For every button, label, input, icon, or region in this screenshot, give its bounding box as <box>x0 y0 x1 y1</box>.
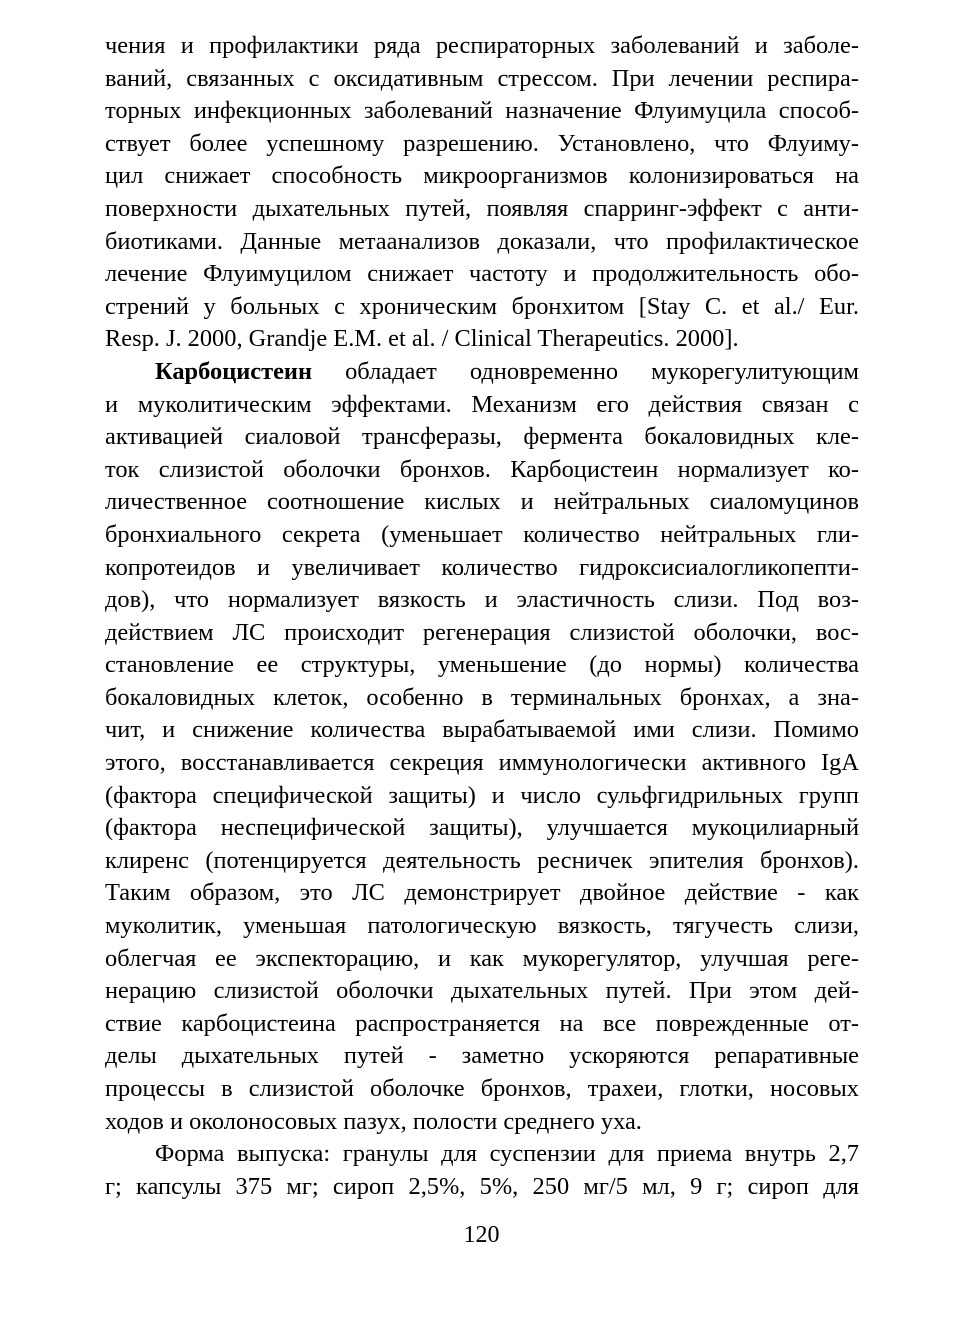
paragraph-carbocisteine <box>105 356 859 1138</box>
text-line: муколитик, уменьшая патологическую вязкость, тягучесть слизи, <box>105 912 859 940</box>
text-line: бронхиального секрета (уменьшает количество нейтральных гли- <box>105 520 859 548</box>
text-line: стрений у больных с хроническим бронхитом [Stay C. et al./ Eur. <box>105 292 859 320</box>
text-line: активацией сиаловой трансферазы, фермента бокаловидных кле- <box>105 423 859 451</box>
text-line: лечение Флуимуцилом снижает частоту и продолжительность обо- <box>105 260 859 288</box>
text-line: становление ее структуры, уменьшение (до нормы) количества <box>105 651 859 679</box>
text-line: ваний, связанных с оксидативным стрессом. При лечении респира- <box>105 64 859 92</box>
text-line: действием ЛС происходит регенерация слизистой оболочки, вос- <box>105 618 859 646</box>
text-line: этого, восстанавливается секреция иммунологически активного IgA <box>105 749 859 777</box>
text-line: ток слизистой оболочки бронхов. Карбоцистеин нормализует ко- <box>105 455 859 483</box>
text-line: ствие карбоцистеина распространяется на все поврежденные от- <box>105 1009 859 1037</box>
text-line: (фактора неспецифической защиты), улучшается мукоцилиарный <box>105 814 859 842</box>
text-line: личественное соотношение кислых и нейтральных сиаломуцинов <box>105 488 859 516</box>
text-line: г; капсулы 375 мг; сироп 2,5%, 5%, 250 мг/5 мл, 9 г; сироп для <box>105 1172 859 1200</box>
text-line: поверхности дыхательных путей, появляя спарринг-эффект с анти- <box>105 194 859 222</box>
paragraph-fluimucil <box>105 30 859 356</box>
text-line: делы дыхательных путей - заметно ускоряются репаративные <box>105 1042 859 1070</box>
text-line: дов), что нормализует вязкость и эластичность слизи. Под воз- <box>105 586 859 614</box>
text-line: и муколитическим эффектами. Механизм его действия связан с <box>105 390 859 418</box>
drug-name-heading: Карбоцистеин <box>155 357 313 385</box>
text-line: бокаловидных клеток, особенно в терминальных бронхах, а зна- <box>105 683 859 711</box>
text-line: цил снижает способность микроорганизмов колонизироваться на <box>105 162 859 190</box>
paragraph-release-form <box>105 1138 859 1203</box>
text-run: обладает одновременно мукорегулитующим <box>312 357 859 385</box>
text-line: нерацию слизистой оболочки дыхательных путей. При этом дей- <box>105 977 859 1005</box>
text-line: биотиками. Данные метаанализов доказали, что профилактическое <box>105 227 859 255</box>
text-line: процессы в слизистой оболочке бронхов, трахеи, глотки, носовых <box>105 1075 859 1102</box>
paragraph-first-line <box>105 356 859 389</box>
text-line: Таким образом, это ЛС демонстрирует двойное действие - как <box>105 879 859 907</box>
page-number: 120 <box>463 1222 500 1248</box>
text-line: Форма выпуска: гранулы для суспензии для приема внутрь 2,7 <box>155 1140 859 1168</box>
text-line: ствует более успешному разрешению. Установлено, что Флуиму- <box>105 129 859 157</box>
text-line: чения и профилактики ряда респираторных заболеваний и заболе- <box>105 32 859 59</box>
text-line: ходов и околоносовых пазух, полости среднего уха. <box>105 1107 642 1135</box>
text-line: (фактора специфической защиты) и число сульфгидрильных групп <box>105 781 859 809</box>
body-text <box>105 30 859 1203</box>
text-line: чит, и снижение количества вырабатываемой ими слизи. Помимо <box>105 716 859 744</box>
text-line: торных инфекционных заболеваний назначение Флуимуцила способ- <box>105 97 859 125</box>
text-line: клиренс (потенцируется деятельность ресничек эпителия бронхов). <box>105 846 859 874</box>
text-line: облегчая ее экспекторацию, и как мукорегулятор, улучшая реге- <box>105 944 859 972</box>
text-line: Resp. J. 2000, Grandje E.M. et al. / Clinical Therapeutics. 2000]. <box>105 325 739 353</box>
text-line: копротеидов и увеличивает количество гидроксисиалогликопепти- <box>105 553 859 581</box>
